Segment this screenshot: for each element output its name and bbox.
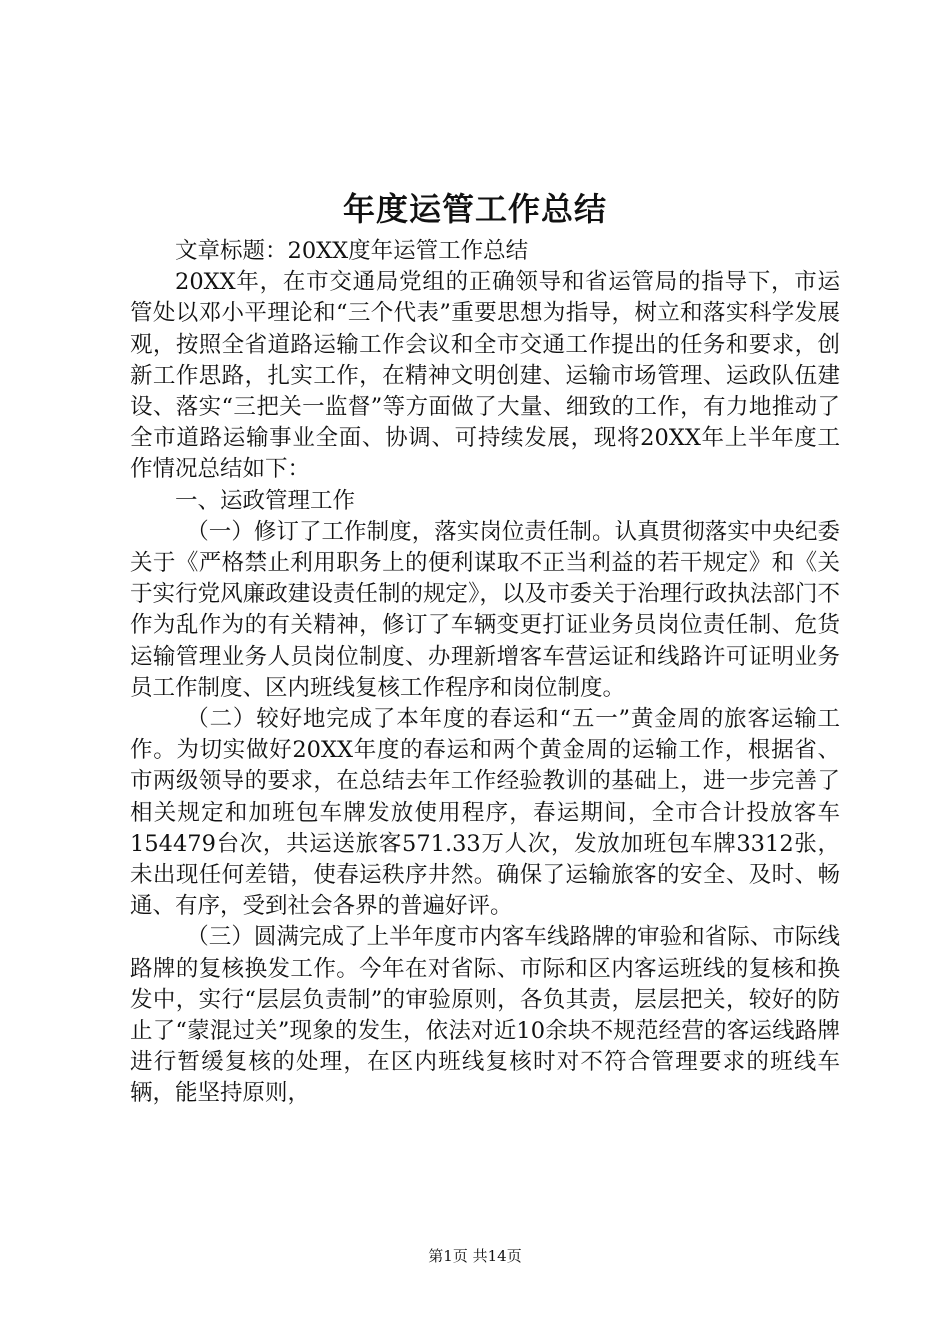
page-footer: 第1页 共14页 bbox=[428, 1247, 522, 1265]
article-title-line: 文章标题：20XX度年运管工作总结 bbox=[175, 238, 529, 264]
document-body bbox=[130, 236, 840, 1110]
paragraph-item-2: （二）较好地完成了本年度的春运和“五一”黄金周的旅客运输工作。为切实做好20XX年度的春运和两个黄金周的运输工作，根据省、市两级领导的要求，在总结去年工作经验教训的基础上，进一步完善了相关规定和加班包车牌发放使用程序，春运期间，全市合计投放客车154479台次，共运送旅客571.33万人次，发放加班包车牌3312张，未出现任何差错，使春运秩序井然。确保了运输旅客的安全、及时、畅通、有序，受到社会各界的普遍好评。 bbox=[130, 706, 840, 920]
paragraph-intro: 20XX年，在市交通局党组的正确领导和省运管局的指导下，市运管处以邓小平理论和“三个代表”重要思想为指导，树立和落实科学发展观，按照全省道路运输工作会议和全市交通工作提出的任务和要求，创新工作思路，扎实工作，在精神文明创建、运输市场管理、运政队伍建设、落实“三把关一监督”等方面做了大量、细致的工作，有力地推动了全市道路运输事业全面、协调、可持续发展，现将20XX年上半年度工作情况总结如下： bbox=[130, 269, 840, 483]
document-title: 年度运管工作总结 bbox=[342, 190, 607, 228]
paragraph-item-1: （一）修订了工作制度，落实岗位责任制。认真贯彻落实中央纪委关于《严格禁止利用职务上的便利谋取不正当利益的若干规定》和《关于实行党风廉政建设责任制的规定》，以及市委关于治理行政执法部门不作为乱作为的有关精神，修订了车辆变更打证业务员岗位责任制、危货运输管理业务人员岗位制度、办理新增客车营运证和线路许可证明业务员工作制度、区内班线复核工作程序和岗位制度。 bbox=[130, 518, 840, 701]
section-heading: 一、运政管理工作 bbox=[175, 487, 356, 514]
paragraph-item-3: （三）圆满完成了上半年度市内客车线路牌的审验和省际、市际线路牌的复核换发工作。今年在对省际、市际和区内客运班线的复核和换发中，实行“层层负责制”的审验原则，各负其责，层层把关，较好的防止了“蒙混过关”现象的发生，依法对近10余块不规范经营的客运线路牌进行暂缓复核的处理，在区内班线复核时对不符合管理要求的班线车辆，能坚持原则， bbox=[130, 924, 840, 1107]
